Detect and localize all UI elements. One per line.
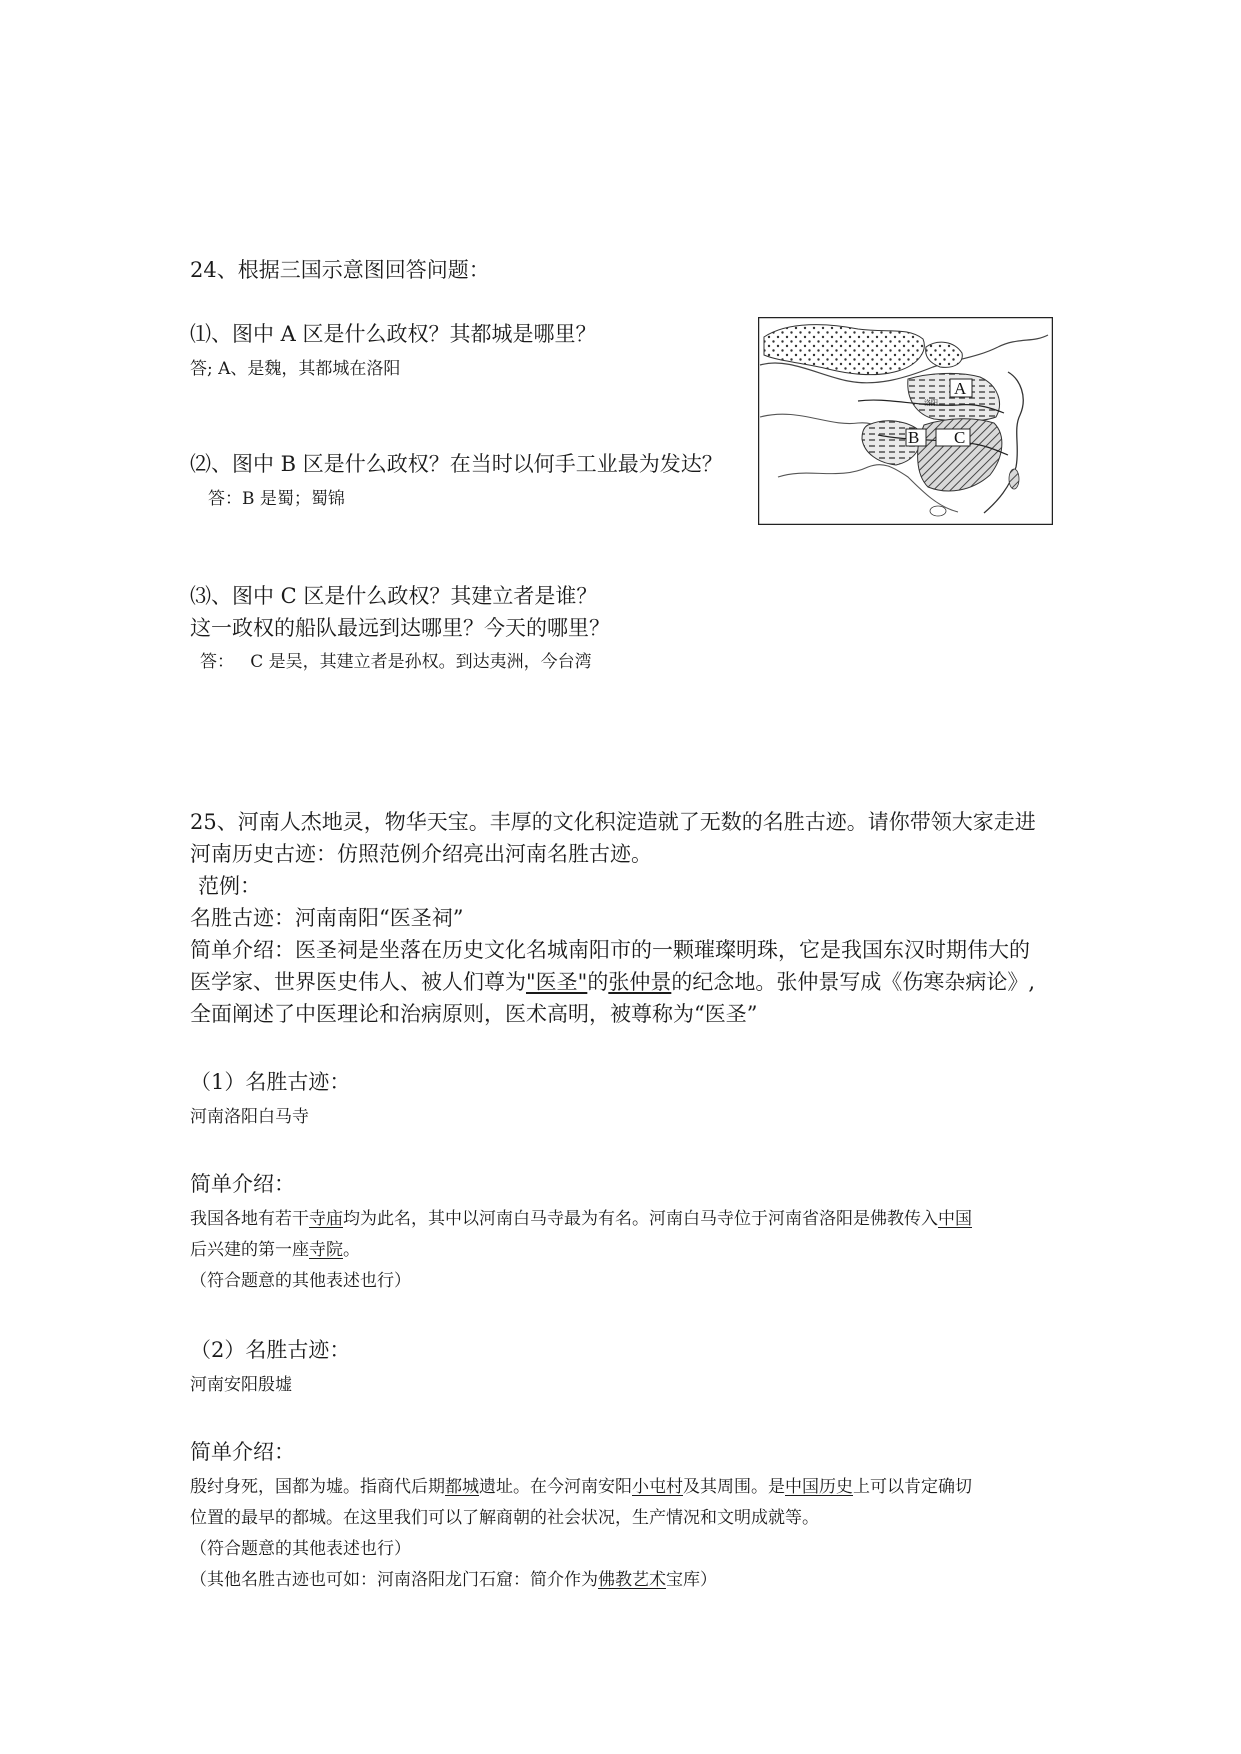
p1-text: 我国各地有若干 bbox=[190, 1209, 309, 1229]
q24-sub2-question: ⑵、图中 B 区是什么政权？在当时以何手工业最为发达？ bbox=[190, 452, 723, 476]
p2-underline-xiaotuncun: 小屯村 bbox=[632, 1477, 683, 1497]
p2-underline-zhongguolishi: 中国历史 bbox=[785, 1477, 853, 1497]
p2-text: 宝库） bbox=[666, 1570, 717, 1590]
map-label-luoyang: 洛阳 bbox=[924, 399, 938, 407]
q24-sub3-question-line2: 这一政权的船队最远到达哪里？今天的哪里？ bbox=[190, 616, 610, 640]
q25-intro-line2 bbox=[190, 966, 1035, 996]
p2-intro-label: 简单介绍： bbox=[190, 1440, 295, 1464]
p1-note: （符合题意的其他表述也行） bbox=[190, 1271, 411, 1291]
p2-text: 上可以肯定确切 bbox=[853, 1477, 972, 1497]
map-island bbox=[1009, 469, 1019, 489]
map-label-a: A bbox=[954, 379, 967, 398]
p1-underline-siyuan: 寺院 bbox=[309, 1240, 343, 1260]
q24-title: 24、根据三国示意图回答问题： bbox=[190, 258, 490, 282]
p1-underline-simiao: 寺庙 bbox=[309, 1209, 343, 1229]
map-island bbox=[930, 506, 946, 516]
p1-answer-line2 bbox=[190, 1235, 360, 1260]
p2-answer-line2: 位置的最早的都城。在这里我们可以了解商朝的社会状况，生产情况和文明成就等。 bbox=[190, 1508, 819, 1528]
q24-sub3-question-line1: ⑶、图中 C 区是什么政权？其建立者是谁？ bbox=[190, 584, 598, 608]
p2-answer-line1 bbox=[190, 1472, 972, 1497]
intro-l2-text: 医学家、世界医史伟人、被人们尊为 bbox=[190, 970, 526, 994]
map-label-b: B bbox=[908, 428, 920, 447]
p2-site-answer: 河南安阳殷墟 bbox=[190, 1375, 292, 1395]
map-label-c: C bbox=[954, 428, 966, 447]
q25-line2: 河南历史古迹：仿照范例介绍亮出河南名胜古迹。 bbox=[190, 842, 652, 866]
p1-site-answer: 河南洛阳白马寺 bbox=[190, 1107, 309, 1127]
p2-note1: （符合题意的其他表述也行） bbox=[190, 1539, 411, 1559]
p1-text: 后兴建的第一座 bbox=[190, 1240, 309, 1260]
p1-underline-zhongguo: 中国 bbox=[938, 1209, 972, 1229]
p2-text: （其他名胜古迹也可如：河南洛阳龙门石窟：简介作为 bbox=[190, 1570, 598, 1590]
p1-text: 均为此名，其中以河南白马寺最为有名。河南白马寺位于河南省洛阳是佛教传入 bbox=[343, 1209, 938, 1229]
p1-intro-label: 简单介绍： bbox=[190, 1172, 295, 1196]
q25-intro-line1: 简单介绍：医圣祠是坐落在历史文化名城南阳市的一颗璀璨明珠，它是我国东汉时期伟大的 bbox=[190, 938, 1030, 962]
q25-example-label: 范例： bbox=[198, 874, 261, 898]
intro-l2-underline-zhangzhongjing: 张仲景 bbox=[608, 970, 672, 994]
q25-intro-line3: 全面阐述了中医理论和治病原则，医术高明，被尊称为“医圣” bbox=[190, 1002, 758, 1026]
p1-answer-line1 bbox=[190, 1204, 972, 1229]
p1-text: 。 bbox=[343, 1240, 360, 1260]
intro-l2-text: 的 bbox=[587, 970, 609, 994]
p2-underline-fojiaoyishu: 佛教艺术 bbox=[598, 1570, 666, 1590]
p2-text: 及其周围。是 bbox=[683, 1477, 785, 1497]
q24-sub1-question: ⑴、图中 A 区是什么政权？其都城是哪里？ bbox=[190, 322, 597, 346]
p2-text: 遗址。在今河南安阳 bbox=[479, 1477, 632, 1497]
p2-text: 殷纣身死，国都为墟。指商代后期 bbox=[190, 1477, 445, 1497]
p2-site-label: （2）名胜古迹： bbox=[190, 1338, 351, 1362]
three-kingdoms-map bbox=[758, 317, 1053, 525]
p2-note2 bbox=[190, 1565, 717, 1590]
q25-example-site: 名胜古迹：河南南阳“医圣祠” bbox=[190, 906, 464, 930]
p1-site-label: （1）名胜古迹： bbox=[190, 1070, 351, 1094]
q24-sub2-answer: 答：B 是蜀；蜀锦 bbox=[208, 489, 345, 509]
intro-l2-underline-yisheng: "医圣" bbox=[526, 970, 588, 994]
q24-sub1-answer: 答; A、是魏，其都城在洛阳 bbox=[190, 359, 401, 379]
q25-line1: 25、河南人杰地灵，物华天宝。丰厚的文化积淀造就了无数的名胜古迹。请你带领大家走进 bbox=[190, 810, 1036, 834]
p2-underline-ducheng: 都城 bbox=[445, 1477, 479, 1497]
intro-l2-text: 的纪念地。张仲景写成《伤寒杂病论》, bbox=[671, 970, 1036, 994]
q24-sub3-answer: 答： C 是吴，其建立者是孙权。到达夷洲，今台湾 bbox=[200, 652, 592, 672]
